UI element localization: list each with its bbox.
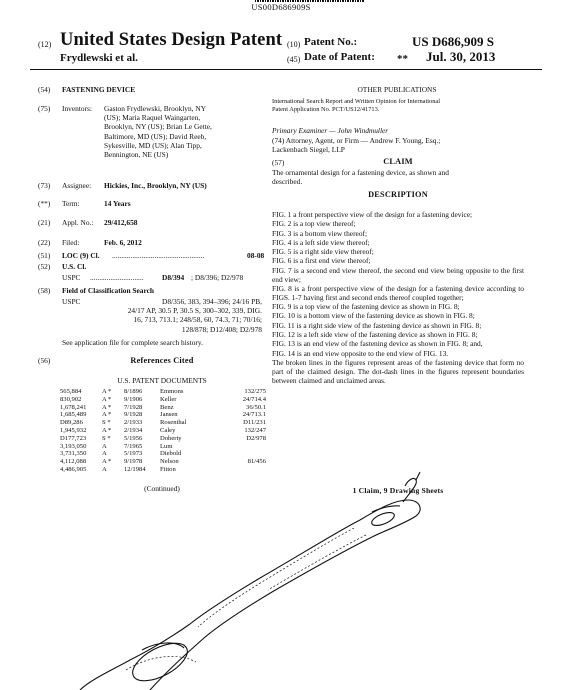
document-number: US00D686909S xyxy=(251,2,311,12)
uscl-code: (52) xyxy=(38,262,51,271)
term-value: 14 Years xyxy=(104,199,131,208)
uscl-label: U.S. Cl. xyxy=(62,262,87,271)
inventors-short: Frydlewski et al. xyxy=(60,52,138,64)
term-code: (**) xyxy=(38,199,51,208)
assignee-value: Hickies, Inc., Brooklyn, NY (US) xyxy=(104,181,207,190)
loc-dots: .................................................. xyxy=(112,251,205,260)
device-head-end xyxy=(360,472,420,537)
uspc-value-2: ; D8/396; D2/978 xyxy=(191,273,244,282)
reference-row: 4,112,088 A * 9/1978 Nelson 81/456 xyxy=(60,458,266,466)
primary-examiner: Primary Examiner — John Windmuller xyxy=(272,126,389,135)
filed-value: Feb. 6, 2012 xyxy=(104,238,142,247)
filed-label: Filed: xyxy=(62,238,80,247)
reference-row: 1,685,489 A * 9/1928 Jansen 24/713.1 xyxy=(60,411,266,419)
patent-number: US D686,909 S xyxy=(412,34,494,49)
other-publications-text: International Search Report and Written Opinion for International Patent Application No. PCT/US12/41713. xyxy=(272,98,441,113)
inventors-list: Gaston Frydlewski, Brooklyn, NY (US); Maria Raquel Waingarten, Brooklyn, NY (US); Brian Le Gette, Baltimore, MD (US); David Reeb, Sykesville, MD (US); Alan Tipp, Bennington, NE (US) xyxy=(104,104,212,160)
appl-label: Appl. No.: xyxy=(62,218,94,227)
claim-heading: CLAIM xyxy=(383,157,413,166)
term-label: Term: xyxy=(62,199,80,208)
references-cited-heading: References Cited xyxy=(130,356,194,365)
patent-type-title: United States Design Patent xyxy=(60,30,283,50)
date-label: Date of Patent: xyxy=(304,51,375,63)
reference-row: 3,731,350 A 5/1973 Diebold xyxy=(60,450,182,458)
code-12: (12) xyxy=(38,40,52,49)
refs-code: (56) xyxy=(38,356,51,365)
description-body: FIG. 1 a front perspective view of the design for a fastening device; FIG. 2 is a top view thereof; FIG. 3 is a bottom view thereof; FIG. 4 is a left side view thereof; FIG. 5 is a right side view thereof; FIG. 6 is a first end view thereof; FIG. 7 is a second end view thereof, the second end view being opposite to the first end view; FIG. 8 is a front perspective view of the design for a fastening device according to FIGS. 1-7 having first and second ends thereof coupled together; FIG. 9 is a top view of the fastening device as shown in FIG. 8; FIG. 10 is a bottom view of the fastening device as shown in FIG. 8; FIG. 11 is a right side view of the fastening device as shown in FIG. 8; FIG. 12 is a left side view of the fastening device as shown in FIG. 8; FIG. 13 is an end view of the fastening device as shown in FIG. 8; and, FIG. 14 is an end view opposite to the end view of FIG. 13. The broken lines in the figures represent areas of the fastening device that form no part of the claimed design. The dot-dash lines in the figures represent boundaries between claimed and unclaimed areas. xyxy=(272,210,524,385)
uspc-label: USPC xyxy=(62,273,81,282)
device-ring-end xyxy=(80,624,204,690)
loc-label: LOC (9) Cl. xyxy=(62,251,100,260)
uspc-value: D8/394 xyxy=(162,273,185,282)
uspc-dots: ............................. xyxy=(90,273,144,282)
device-strap xyxy=(190,520,372,638)
see-application-note: See application file for complete search history. xyxy=(62,338,203,347)
field-uspc-label: USPC xyxy=(62,297,81,306)
inventors-label: Inventors: xyxy=(62,104,92,113)
loc-code: (51) xyxy=(38,251,51,260)
field-class-list: D8/356, 383, 394–396; 24/16 PB, 24/17 AP, 30.5 P, 30.5 S, 300–302, 339, DIG. 16, 713, 713.1; 248/58, 60, 74.3, 71; 70/16; 128/878; D12/408; D2/978 xyxy=(127,297,262,334)
filed-code: (22) xyxy=(38,238,51,247)
reference-row: D177,723 S * 5/1956 Doherty D2/978 xyxy=(60,434,266,442)
reference-row: 565,884 A * 8/1896 Emmons 132/275 xyxy=(60,388,266,395)
code-10: (10) xyxy=(287,40,301,49)
assignee-code: (73) xyxy=(38,181,51,190)
other-publications-heading: OTHER PUBLICATIONS xyxy=(357,85,437,94)
code-45: (45) xyxy=(287,55,301,64)
appl-code: (21) xyxy=(38,218,51,227)
title-code: (54) xyxy=(38,85,51,94)
us-patent-docs-heading: U.S. PATENT DOCUMENTS xyxy=(117,376,207,385)
appl-value: 29/412,658 xyxy=(104,218,138,227)
patent-date: Jul. 30, 2013 xyxy=(426,49,496,64)
reference-row: 830,902 A * 9/1906 Keller 24/714.4 xyxy=(60,395,266,403)
field-code: (58) xyxy=(38,286,51,295)
assignee-label: Assignee: xyxy=(62,181,92,190)
reference-row: D89,286 S * 2/1933 Rosenthal D11/231 xyxy=(60,419,266,427)
reference-row: 1,678,241 A * 7/1928 Benz 36/50.1 xyxy=(60,403,266,411)
date-mark: ** xyxy=(397,53,408,65)
inventors-code: (75) xyxy=(38,104,51,113)
continued-note: (Continued) xyxy=(144,484,180,493)
patent-no-label: Patent No.: xyxy=(304,36,358,48)
reference-row: 1,945,932 A * 2/1934 Caley 132/247 xyxy=(60,426,266,434)
loc-value: 08-08 xyxy=(247,251,265,260)
design-title: FASTENING DEVICE xyxy=(62,85,136,94)
description-heading: DESCRIPTION xyxy=(368,190,428,199)
claim-text: The ornamental design for a fastening device, as shown and described. xyxy=(272,168,449,187)
reference-row: 3,193,050 A 7/1965 Lum xyxy=(60,442,173,450)
reference-row: 4,486,905 A 12/1984 Fitton xyxy=(60,465,176,473)
field-label: Field of Classification Search xyxy=(62,286,155,295)
attorney-agent: (74) Attorney, Agent, or Firm — Andrew F. Young, Esq.; Lackenbach Siegel, LLP xyxy=(272,136,441,155)
claims-sheets-count: 1 Claim, 9 Drawing Sheets xyxy=(352,486,444,495)
claim-code: (57) xyxy=(272,158,285,167)
